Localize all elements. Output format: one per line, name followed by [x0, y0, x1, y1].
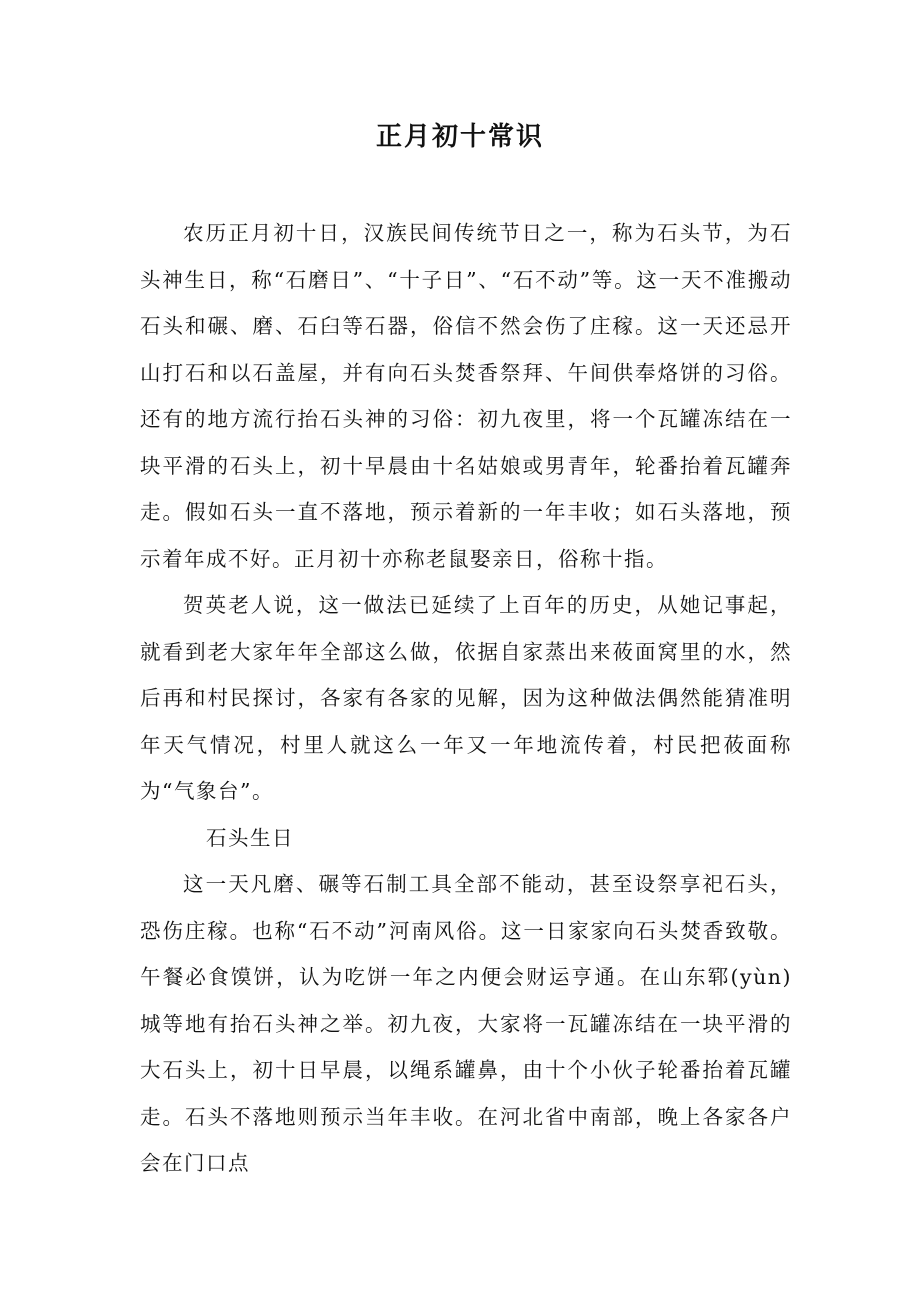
- paragraph-heying: 贺英老人说，这一做法已延续了上百年的历史，从她记事起，就看到老大家年年全部这么做，依据自家蒸出来莜面窝里的水，然后再和村民探讨，各家有各家的见解，因为这种做法偶然能猜准明年天气情况，村里人就这么一年又一年地流传着，村民把莜面称为“气象台”。: [140, 593, 792, 803]
- paragraph-intro: 农历正月初十日，汉族民间传统节日之一，称为石头节，为石头神生日，称“石磨日”、“十子日”、“石不动”等。这一天不准搬动石头和碾、磨、石臼等石器，俗信不然会伤了庄稼。这一天还忌开山打石和以石盖屋，并有向石头焚香祭拜、午间供奉烙饼的习俗。还有的地方流行抬石头神的习俗：初九夜里，将一个瓦罐冻结在一块平滑的石头上，初十早晨由十名姑娘或男青年，轮番抬着瓦罐奔走。假如石头一直不落地，预示着新的一年丰收；如石头落地，预示着年成不好。正月初十亦称老鼠娶亲日，俗称十指。: [140, 221, 792, 571]
- document-title: 正月初十常识: [375, 122, 544, 152]
- section-subheading: 石头生日: [206, 825, 294, 850]
- paragraph-stone-birthday: 这一天凡磨、碾等石制工具全部不能动，甚至设祭享祀石头，恐伤庄稼。也称“石不动”河南风俗。这一日家家向石头焚香致敬。午餐必食馍饼，认为吃饼一年之内便会财运亨通。在山东郓(yùn)城等地有抬石头神之举。初九夜，大家将一瓦罐冻结在一块平滑的大石头上，初十日早晨，以绳系罐鼻，由十个小伙子轮番抬着瓦罐走。石头不落地则预示当年丰收。在河北省中南部，晚上各家各户会在门口点: [140, 872, 792, 1175]
- document-body: [140, 210, 792, 1187]
